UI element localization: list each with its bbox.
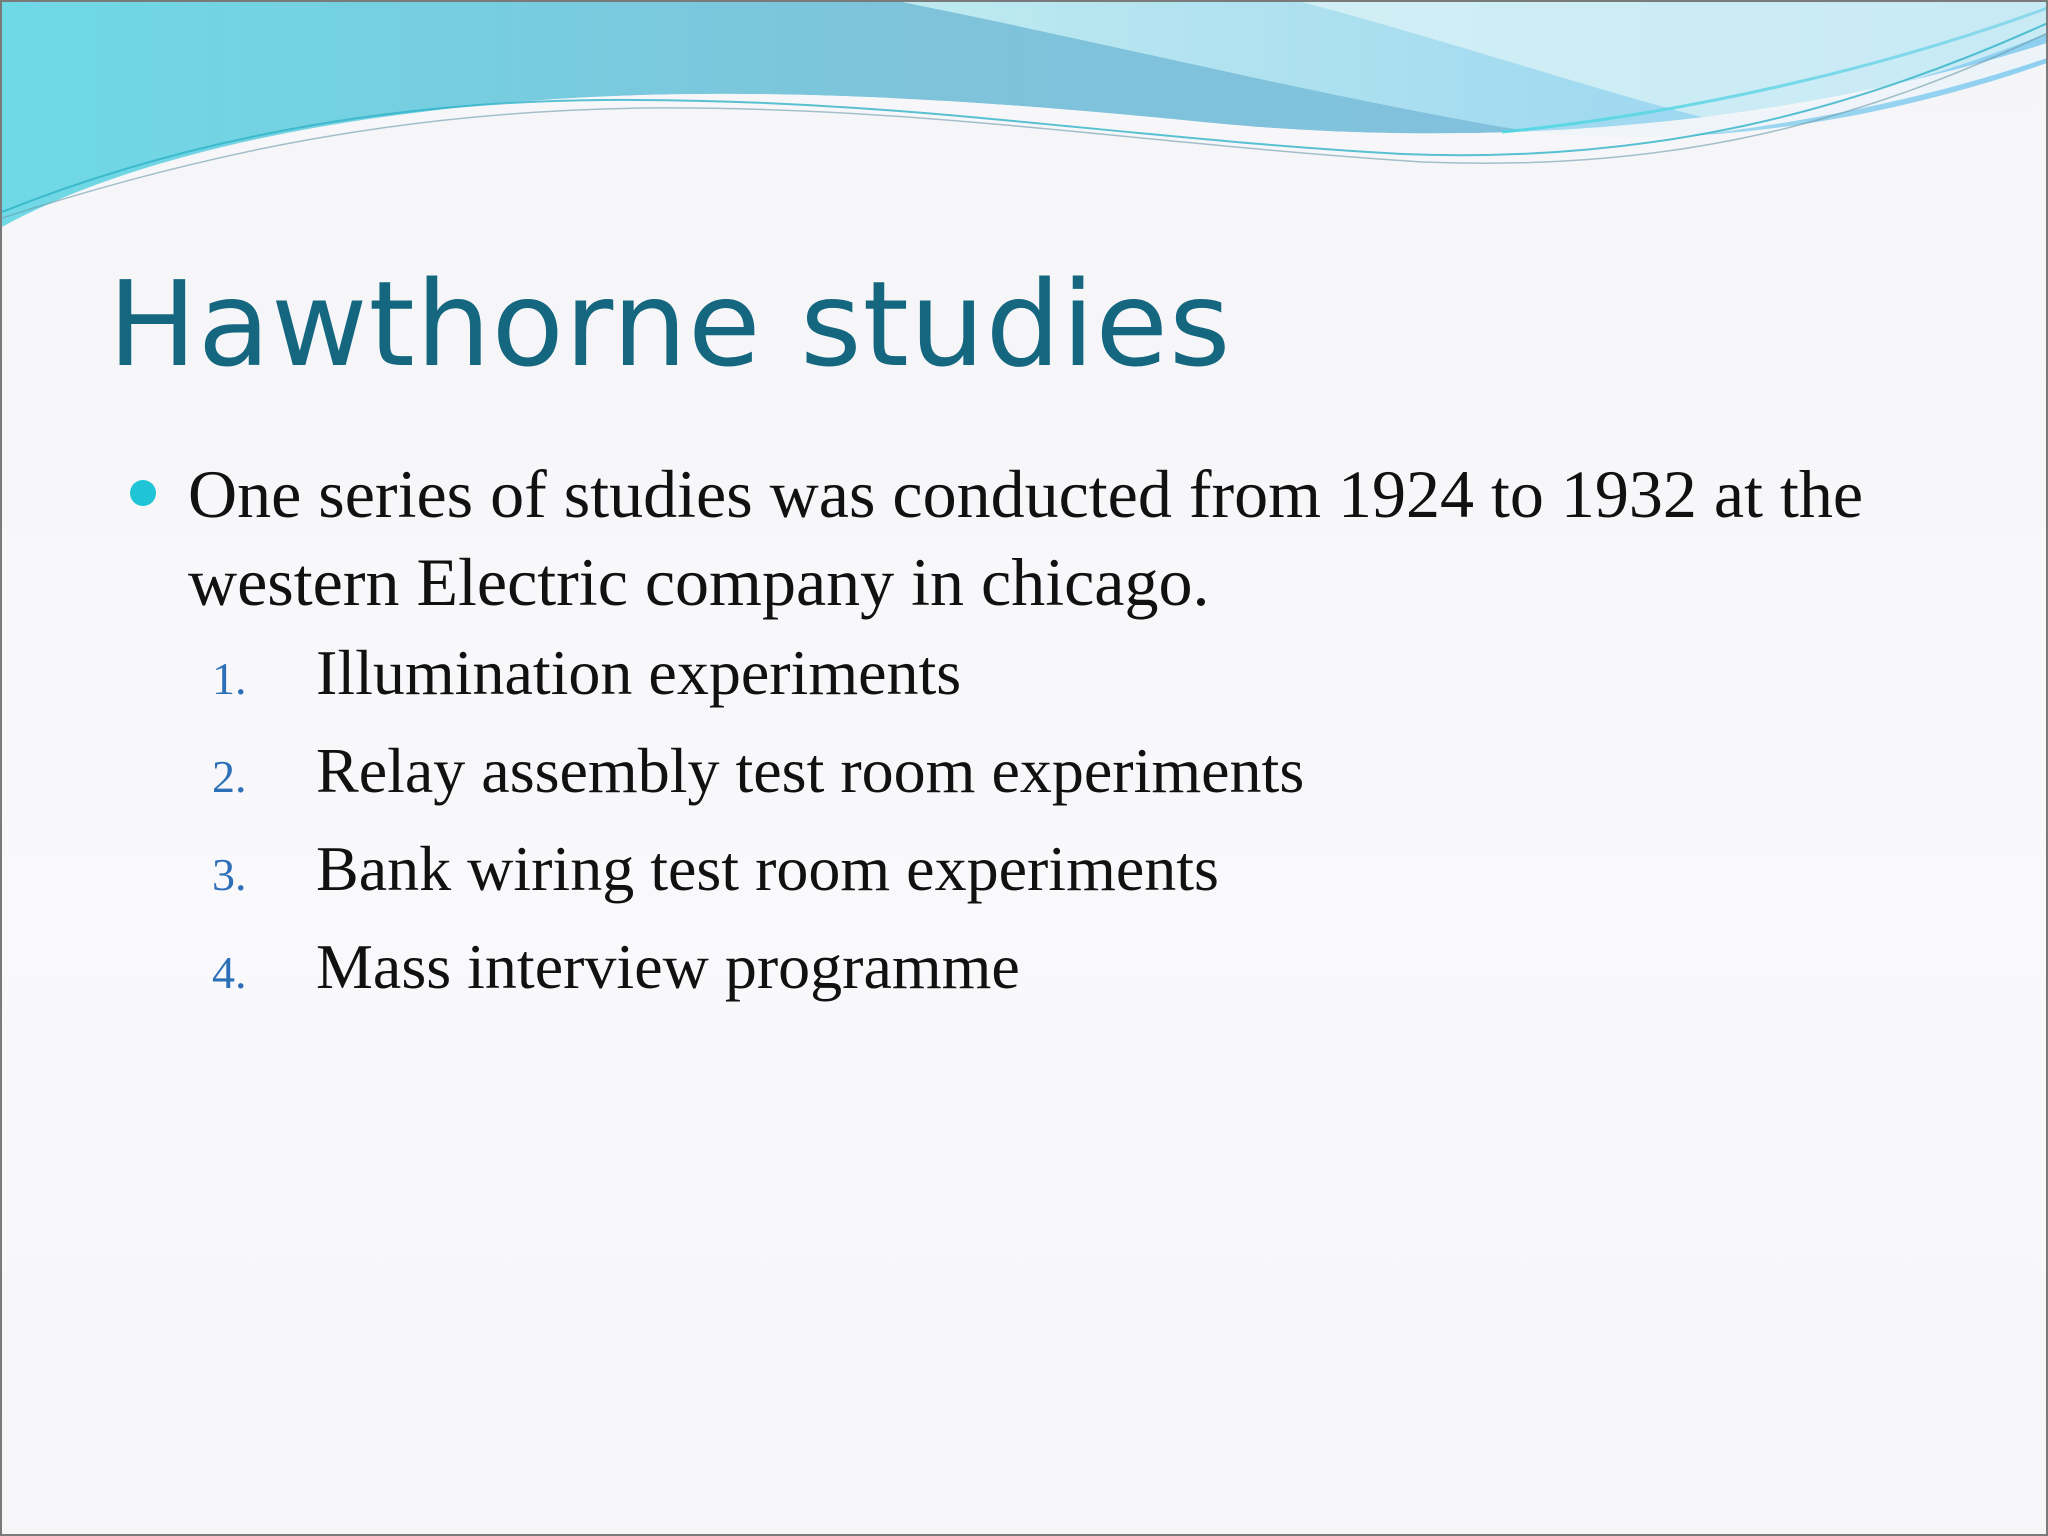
list-item (212, 930, 1990, 1028)
list-item (212, 832, 1990, 930)
bullet-item (130, 450, 1990, 626)
slide-title: Hawthorne studies (108, 255, 1232, 393)
list-item (212, 734, 1990, 832)
numbered-list (130, 636, 1990, 1028)
list-item-text: Illumination experiments (316, 637, 962, 708)
list-item (212, 636, 1990, 734)
slide-body (130, 450, 1990, 1028)
list-item-number: 1. (212, 653, 247, 704)
list-item-number: 2. (212, 751, 247, 802)
bullet-text: One series of studies was conducted from 1924 to 1932 at the western Electric company in chicago. (188, 456, 1864, 620)
list-item-text: Mass interview programme (316, 931, 1020, 1002)
list-item-number: 3. (212, 849, 247, 900)
list-item-text: Bank wiring test room experiments (316, 833, 1219, 904)
bullet-dot-icon (130, 480, 156, 506)
list-item-number: 4. (212, 947, 247, 998)
list-item-text: Relay assembly test room experiments (316, 735, 1305, 806)
header-wave-decoration (2, 2, 2048, 242)
